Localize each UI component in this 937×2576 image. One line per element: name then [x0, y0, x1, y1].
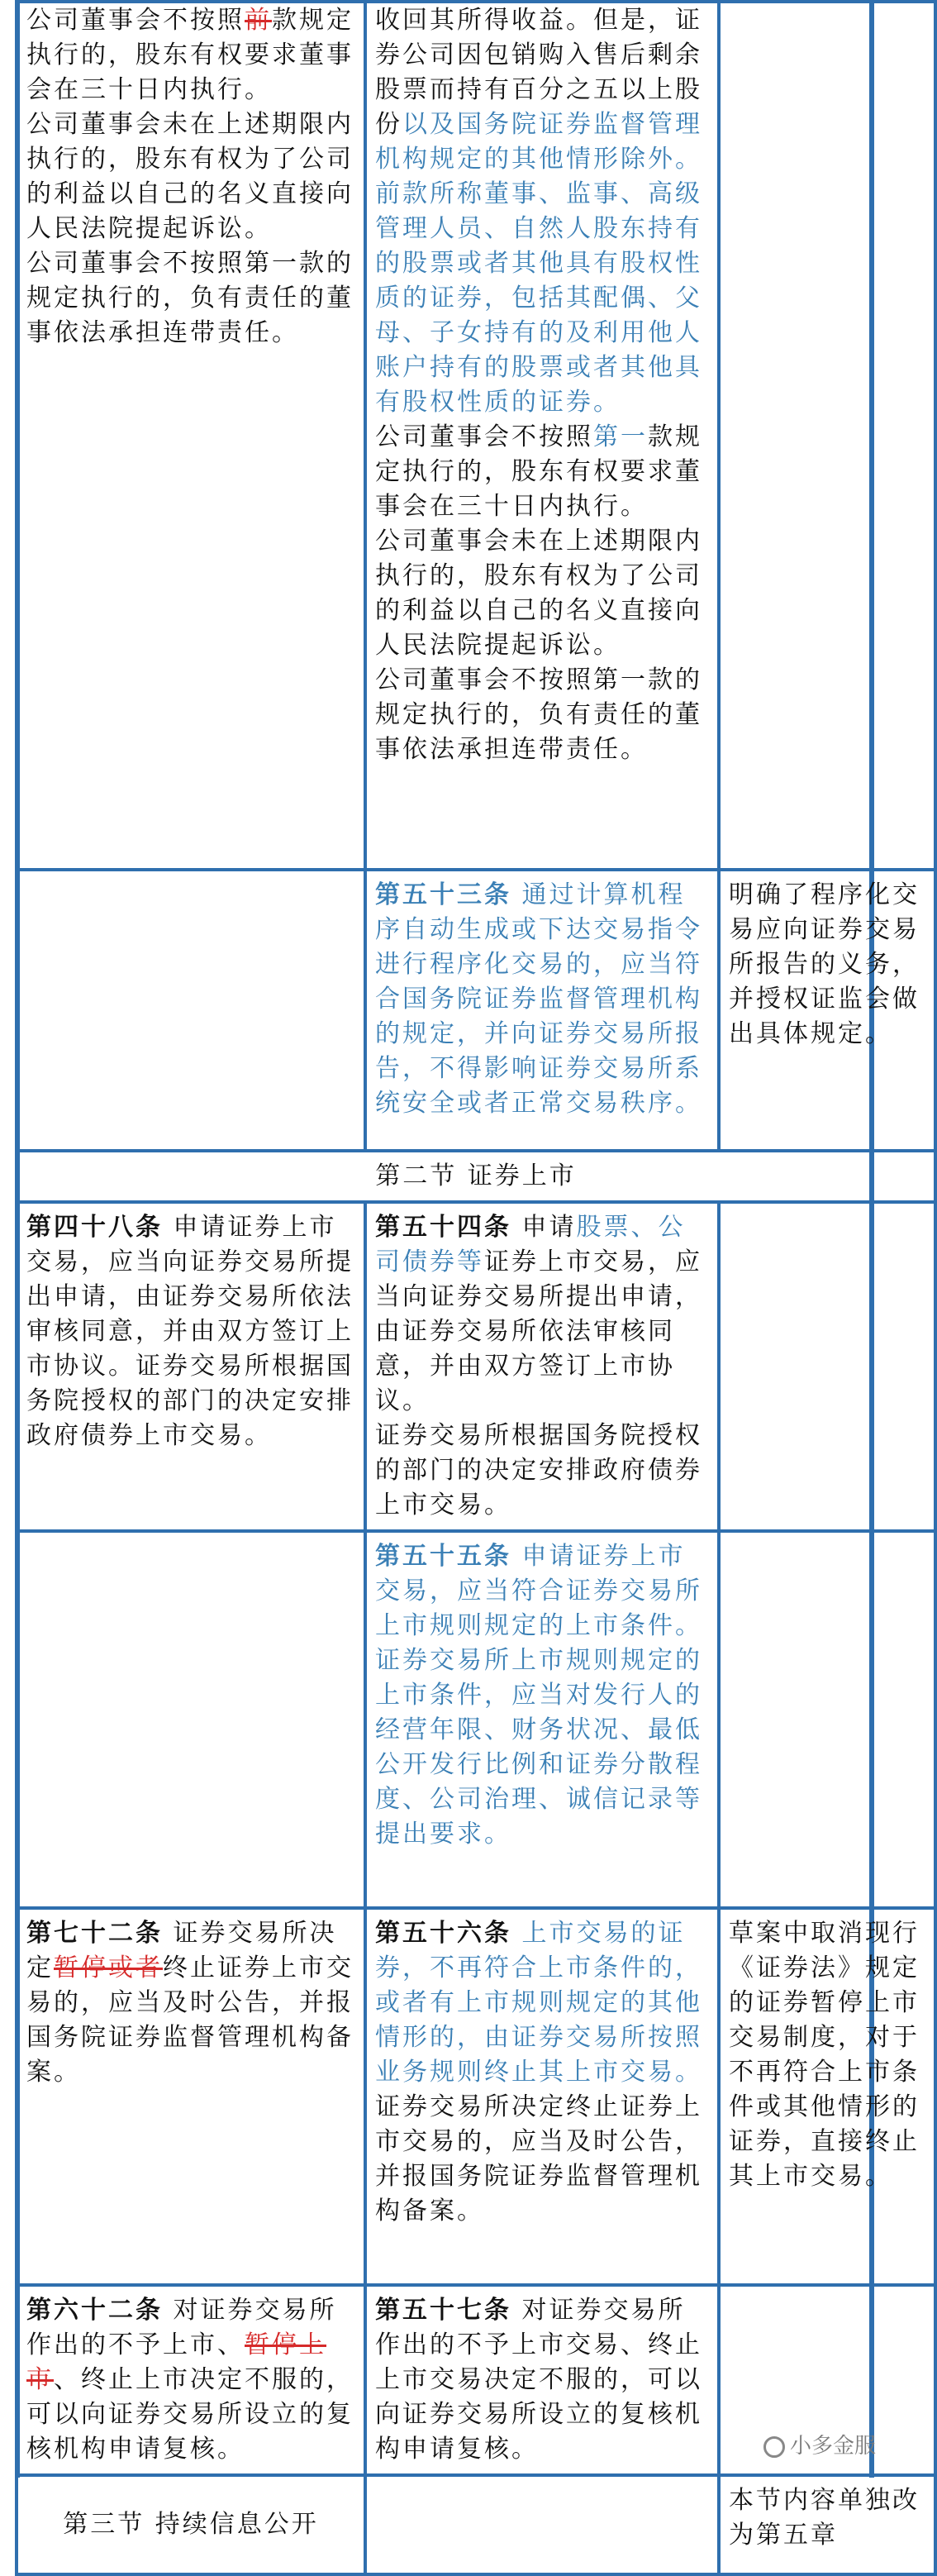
paragraph: [375, 1419, 709, 1523]
table-row: [17, 1908, 935, 2285]
text-run: 公司董事会未在上述期限内执行的，股东有权为了公司的利益以自己的名义直接向人民法院提起诉讼。: [375, 527, 702, 660]
article-number: 第五十三条: [375, 880, 511, 909]
text-run: 申请: [511, 1213, 577, 1242]
new-law-cell: [365, 2475, 719, 2574]
paragraph: [375, 3, 709, 177]
text-run: 公司董事会不按照: [26, 6, 245, 35]
note-cell: [719, 1908, 935, 2285]
paragraph: [375, 878, 709, 1121]
text-run: 款规定执行的，股东有权要求董事会在三十日内执行。: [375, 422, 702, 521]
comparison-table: [15, 0, 937, 2576]
paragraph: [375, 663, 709, 767]
added-text: 股票、公司债券等: [375, 1213, 686, 1276]
watermark: [763, 2429, 876, 2459]
old-law-cell: [17, 1908, 365, 2285]
paragraph: [375, 2090, 709, 2229]
added-text: 通过计算机程序自动生成或下达交易指令进行程序化交易的，应当符合国务院证券监督管理机构的规定，并向证券交易所报告，不得影响证券交易所系统安全或者正常交易秩序。: [375, 880, 702, 1118]
watermark-text: 小多金服: [789, 2433, 876, 2458]
table-row: [17, 870, 935, 1151]
deleted-text: 前: [245, 6, 272, 35]
added-text: 证券交易所上市规则规定的上市条件，应当对发行人的经营年限、财务状况、最低公开发行比例和证券分散程度、公司治理、诚信记录等提出要求。: [375, 1646, 702, 1849]
section-row: [17, 1151, 935, 1202]
text-run: 公司董事会不按照: [375, 422, 593, 451]
text-run: 证券交易所决定终止证券上市交易的，应当及时公告，并报国务院证券监督管理机构备案。: [375, 2092, 702, 2225]
text-run: 对证券交易所作出的不予上市、: [26, 2296, 337, 2359]
paragraph: [375, 1643, 709, 1852]
deleted-text: 暂停或者: [54, 1953, 163, 1982]
paragraph: [729, 878, 925, 1052]
new-law-cell: [365, 1531, 719, 1908]
added-text: 上市交易的证券，不再符合上市条件的，或者有上市规则规定的其他情形的，由证券交易所按照业务规则终止其上市交易。: [375, 1919, 702, 2087]
text-run: 公司董事会不按照第一款的规定执行的，负有责任的董事依法承担连带责任。: [375, 665, 702, 764]
article-number: 第四十八条: [26, 1213, 163, 1242]
note-cell: 本节内容单独改为第五章: [719, 2475, 935, 2574]
text-run: 证券交易所决定: [26, 1919, 337, 1982]
paragraph: [26, 107, 355, 246]
new-law-cell: [365, 1908, 719, 2285]
new-law-cell: [365, 1202, 719, 1531]
article-number: 第五十七条: [375, 2296, 511, 2325]
note-cell: [719, 1531, 935, 1908]
section-row: [17, 2475, 935, 2574]
text-run: 公司董事会未在上述期限内执行的，股东有权为了公司的利益以自己的名义直接向人民法院提起诉讼。: [26, 110, 354, 243]
old-law-cell: [17, 2, 365, 870]
article-number: 第六十二条: [26, 2296, 163, 2325]
text-run: 证券交易所根据国务院授权的部门的决定安排政府债券上市交易。: [375, 1421, 702, 1519]
added-text: 第一: [593, 422, 648, 451]
old-law-cell: [17, 2285, 365, 2475]
deleted-text: 暂停上市: [26, 2330, 326, 2394]
text-run: 款规定执行的，股东有权要求董事会在三十日内执行。: [26, 6, 354, 104]
paragraph: [26, 246, 355, 351]
paragraph: [375, 420, 709, 524]
text-run: 明确了程序化交易应向证券交易所报告的义务，并授权证监会做出具体规定。: [729, 880, 920, 1048]
text-run: 公司董事会不按照第一款的规定执行的，负有责任的董事依法承担连带责任。: [26, 249, 354, 347]
paragraph: [375, 2293, 709, 2467]
added-text: 申请证券上市交易，应当符合证券交易所上市规则规定的上市条件。: [375, 1542, 702, 1640]
old-law-cell: [17, 870, 365, 1151]
new-law-cell: [365, 2, 719, 870]
article-number: 第五十五条: [375, 1542, 511, 1571]
paragraph: [26, 1916, 355, 2090]
text-run: 收回其所得收益。但是，证券公司因包销购入售后剩余股票而持有百分之五以上股份: [375, 6, 702, 139]
paragraph: [375, 177, 709, 420]
text-run: 终止证券上市交易的，应当及时公告，并报国务院证券监督管理机构备案。: [26, 1953, 354, 2087]
section-heading: 第二节 证券上市: [17, 1151, 935, 1202]
note-cell: [719, 1202, 935, 1531]
article-number: 第七十二条: [26, 1919, 163, 1948]
paragraph: [26, 2293, 355, 2467]
table-row: [17, 1531, 935, 1908]
table-row: [17, 1202, 935, 1531]
table-row: [17, 2, 935, 870]
article-number: 第五十六条: [375, 1919, 511, 1948]
text-run: 草案中取消现行《证券法》规定的证券暂停上市交易制度，对于不再符合上市条件或其他情形的证券，直接终止其上市交易。: [729, 1919, 920, 2191]
new-law-cell: [365, 870, 719, 1151]
note-cell: [719, 870, 935, 1151]
paragraph: [375, 1916, 709, 2090]
text-run: 证券上市交易，应当向证券交易所提出申请，由证券交易所依法审核同意，并由双方签订上市协议。: [375, 1247, 702, 1415]
note-cell: [719, 2, 935, 870]
new-law-cell: [365, 2285, 719, 2475]
paragraph: [729, 1916, 925, 2194]
chat-bubble-icon: [763, 2436, 785, 2458]
text-run: 申请证券上市交易，应当向证券交易所提出申请，由证券交易所依法审核同意，并由双方签订上市协议。证券交易所根据国务院授权的部门的决定安排政府债券上市交易。: [26, 1213, 354, 1450]
old-law-cell: [17, 1531, 365, 1908]
text-run: 、终止上市决定不服的，可以向证券交易所设立的复核机构申请复核。: [26, 2365, 354, 2464]
text-run: 对证券交易所作出的不予上市交易、终止上市交易决定不服的，可以向证券交易所设立的复核机构申请复核。: [375, 2296, 702, 2464]
paragraph: [26, 1210, 355, 1453]
paragraph: [375, 1210, 709, 1419]
section-heading: 第三节 持续信息公开: [17, 2475, 365, 2574]
paragraph: [375, 524, 709, 663]
added-text: 前款所称董事、监事、高级管理人员、自然人股东持有的股票或者其他具有股权性质的证券，包括其配偶、父母、子女持有的及利用他人账户持有的股票或者其他具有股权性质的证券。: [375, 179, 702, 417]
article-number: 第五十四条: [375, 1213, 511, 1242]
paragraph: [26, 3, 355, 107]
added-text: 以及国务院证券监督管理机构规定的其他情形除外。: [375, 110, 702, 174]
old-law-cell: [17, 1202, 365, 1531]
paragraph: [375, 1539, 709, 1643]
